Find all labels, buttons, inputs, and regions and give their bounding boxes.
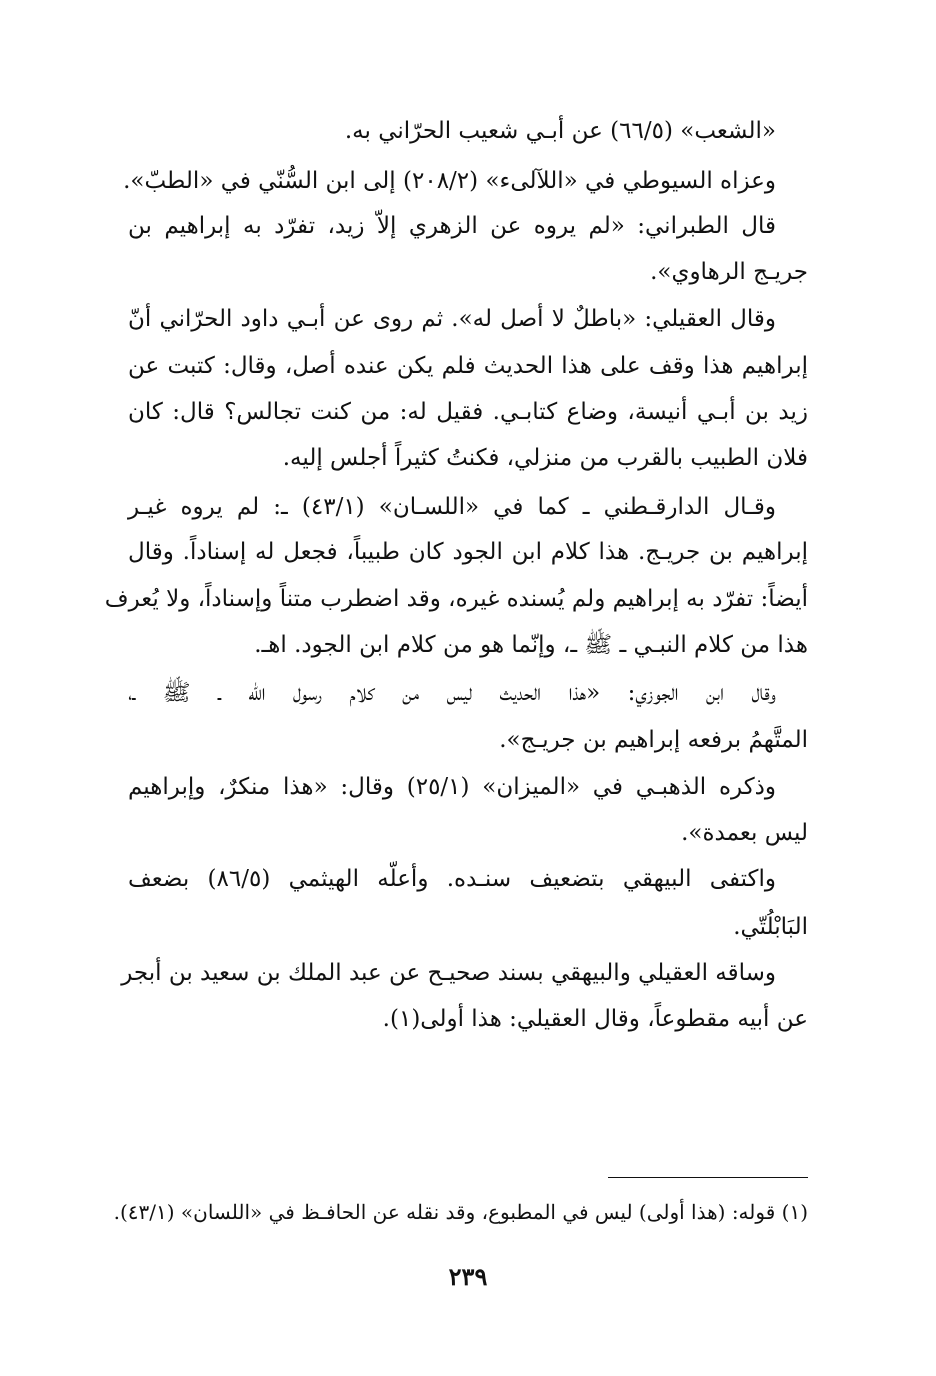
text-line-5: وقال العقيلي: «باطلٌ لا أصل له». ثم روى عن أبـي داود الحرّاني أنّ [128,306,776,332]
footnote: (١) قوله: (هذا أولى) ليس في المطبوع، وقد نقله عن الحافـظ في «اللسان» (٤٣/١). [113,1200,808,1224]
text-line-11: أيضاً: تفرّد به إبراهيم ولم يُسنده غيره، وقد اضطرب متناً وإسناداً، ولا يُعرف [104,586,808,612]
text-line-12: هذا من كلام النبـي ـ ﷺ ـ، وإنّما هو من كلام ابن الجود. اهـ. [254,632,808,658]
text-line-9: وقـال الدارقـطني ـ كما في «اللسـان» (٤٣/١) ـ: لم يروه غيـر [128,494,776,520]
text-line-13: وقال ابن الجوزي: «هذا الحديث ليس من كلام رسول الله ـ ﷺ ـ، [128,680,776,706]
text-line-14: المتَّهمُ برفعه إبراهيم بن جريـج». [499,727,808,753]
text-line-20: عن أبيه مقطوعاً، وقال العقيلي: هذا أولى(١). [382,1006,808,1032]
text-line-17: واكتفى البيهقي بتضعيف سنـده. وأعلّه الهيثمي (٨٦/٥) بضعف [128,866,776,892]
text-line-3: قال الطبراني: «لم يروه عن الزهري إلاّ زيد، تفرّد به إبراهيم بن [128,213,776,239]
text-line-1: «الشعب» (٦٦/٥) عن أبـي شعيب الحرّاني به. [344,118,776,144]
footnote-separator [608,1177,808,1178]
text-line-19: وساقه العقيلي والبيهقي بسند صحيـح عن عبد الملك بن سعيد بن أبجر [121,960,776,986]
text-line-18: البَابْلُتّي. [733,914,808,940]
text-line-10: إبراهيم بن جريـج. هذا كلام ابن الجود كان طبيباً، فجعل له إسناداً. وقال [128,539,808,565]
text-line-15: وذكره الذهبـي في «الميزان» (٢٥/١) وقال: «هذا منكرٌ، وإبراهيم [128,774,776,800]
text-line-7: زيد بن أبـي أنيسة، وضاع كتابـي. فقيل له: من كنت تجالس؟ قال: كان [128,399,808,425]
text-line-6: إبراهيم هذا وقف على هذا الحديث فلم يكن عنده أصل، وقال: كتبت عن [128,353,808,379]
page-number: ٢٣٩ [448,1262,488,1291]
text-line-4: جريـج الرهاوي». [650,259,808,285]
text-line-8: فلان الطبيب بالقرب من منزلي، فكنتُ كثيراً أجلس إليه. [282,445,808,471]
text-line-16: ليس بعمدة». [681,820,808,846]
text-line-2: وعزاه السيوطي في «اللآلىء» (٢٠٨/٢) إلى ابن السُّنّي في «الطبّ». [123,168,776,194]
